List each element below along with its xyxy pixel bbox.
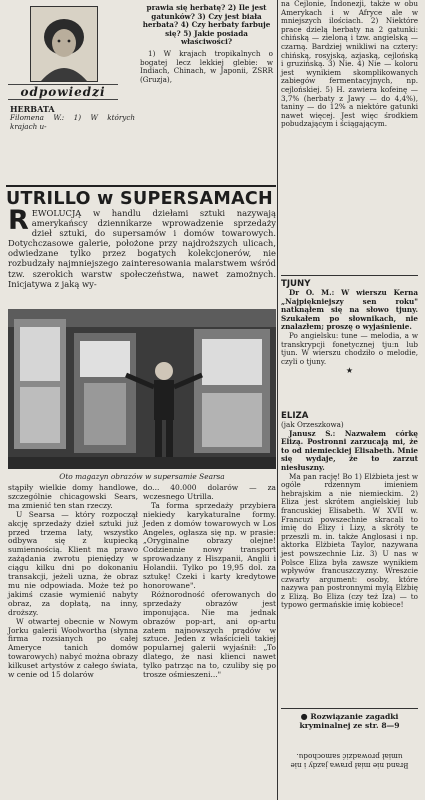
tjuny-question: Dr O. M.: W wierszu Kerna „Najpiękniejszy sen roku" natknąłem się na słowo tjuny. Szukałem po słownikach, nie znalazłem; proszę o wyjaśnienie. xyxy=(281,288,418,332)
article-paragraph: Ta forma sprzedaży przybiera niekiedy karykaturalne formy. Jeden z domów towarowych w Los Angeles, ogłasza się np. w prasie: „Oryginalne obrazy olejne! Codziennie nowy transport sprowadzany z Hiszpanii, Anglii i Holandii. Tylko po 19,95 dol. za sztukę! Czeki i karty kredytowe honorowane". xyxy=(143,500,276,590)
article-column-2 xyxy=(143,484,276,680)
article-paragraph: W otwartej obecnie w Nowym Jorku galerii Woolwortha (słynna firma rozsianych po całej Ameryce tanich domów towarowych) nabyć można obrazy kilkuset artystów z całego świata, w cenie od 15 dolarów xyxy=(8,616,138,680)
herbata-answer: 1) W krajach tropikalnych o bogatej lecz lekkiej glebie: w Indiach, Chinach, w Japonii, ZSRR (Gruzja), xyxy=(140,48,273,84)
eliza-heading: ELIZA xyxy=(281,411,309,421)
photo-caption: Oto magazyn obrazów w supersamie Searsa xyxy=(59,472,225,481)
article-paragraph: U Searsa — który rozpoczął akcję sprzedaży dzieł sztuki już przed trzema laty, wszystko odbywa się z kupiecką sumiennością. Klient ma prawo zażądania zwrotu pieniędzy w ciągu kilku dni po dokonaniu transakcji, jeżeli uzna, że obraz mu nie odpowiada. Może też po jakimś czasie wymienić nabyty obraz, za dopłatą, na inny, droższy. xyxy=(8,509,138,617)
puzzle-solution: Brand nie miał prawa jazdy i nie umiał prowadzić samochodu. xyxy=(290,752,409,771)
column-divider xyxy=(277,0,278,800)
section-divider xyxy=(281,708,418,709)
herbata-heading: HERBATA xyxy=(10,104,55,114)
gallery-image xyxy=(8,309,276,469)
section-divider xyxy=(281,275,418,276)
herbata-question-column xyxy=(140,4,273,84)
article-paragraph: do... 40.000 dolarów — za wczesnego Utrilla. xyxy=(143,483,276,501)
eliza-question: Janusz S.: Nazwałem córkę Elizą. Postronni zarzucają mi, że to od niemieckiej Elisabeth. Mnie się wydaje, że to zarzut niesłuszny. xyxy=(281,428,418,472)
article-dropcap: R xyxy=(8,205,29,236)
article-lead-text: EWOLUCJĄ w handlu dziełami sztuki nazywają amerykańscy dziennikarze wprowadzenie sprzedaży dzieł sztuki, do supersamów i domów towarowych. Dotychczasowe galerie, położone przy najdroższych ulicach, odwiedzane tylko przez bogatych kolekcjonerów, nie rozbudzały najmniejszego zainteresowania malarstwem wśród tzw. szerokich warstw społeczeństwa, nawet zamożnych. Inicjatywa z jaką wy- xyxy=(8,208,276,289)
upside-down-answer xyxy=(281,752,418,769)
tjuny-section xyxy=(281,279,418,375)
eliza-section xyxy=(281,411,418,610)
separator-star: ★ xyxy=(345,366,354,376)
article-paragraph: Różnorodność oferowanych do sprzedaży obrazów jest imponująca. Nie ma jednak obrazów pop-art, ani op-artu zatem najnowszych prądów w sztuce. Jeden z właścicieli takiej popularnej galerii wyjaśnił: „To dlatego, że nasi klienci nawet tylko patrząc na to, czuliby się po trosze ośmieszeni..." xyxy=(143,589,276,680)
article-title: UTRILLO w SUPERSAMACH xyxy=(6,185,276,209)
article-paragraph: stąpiły wielkie domy handlowe, szczególnie chicagowski Sears, ma zmienić ten stan rzeczy. xyxy=(8,483,138,510)
art-gallery-photo xyxy=(8,309,276,469)
portrait-image xyxy=(31,7,97,81)
herbata-answer-text: na Cejlonie, Indonezji, także w obu Amerykach i w Afryce ale w mniejszych ilościach. 2) Niektóre prace dzielą herbaty na 2 gatunki: chińską — zieloną i tzw. angielską — czarną. Bardziej wnikliwi na cztery: chińską, rosyjską, azjaską, cejlońską i gruzińską. 3) Nie. 4) Nie — koloru jest wynikiem skomplikowanych zabiegów fermentacyjnych, np. cejlońskiej. 5) H. zawiera kofeinę — 3,7% (herbaty z Jawy — do 4,4%), taniny — do 12% a niektóre gatunki nawet więcej. Jest więc środkiem pobudzającym i ściągającym. xyxy=(281,0,418,129)
herbata-question: Filomena W.: 1) W których krajach u- xyxy=(10,113,135,131)
bullet-icon: ● xyxy=(300,711,311,721)
article-column-1 xyxy=(8,484,138,680)
article-lead xyxy=(8,205,276,289)
footer-note xyxy=(281,712,418,730)
eliza-subheading: (jak Orzeszkowa) xyxy=(281,420,344,429)
badge-label: odpowiedzi xyxy=(8,84,118,100)
eliza-answer: Ma pan rację! Bo 1) Elżbieta jest w ogóle rdzennym imieniem hebrajskim a nie niemieckim. 2) Eliza jest skrótem angielskiej lub francuskiej Elisabeth. W XVII w. Francuzi powszechnie skracali to imię do Elizy i Lizy, a skróty te przeszli m. in. także Anglosasi i np. aktorka Elżbieta Taylor, nazywana jest powszechnie Liz. 3) U nas w Polsce Eliza była zawsze wynikiem wpływów francuszczyzny. Wreszcie czwarty argument: osoby, które nazywa pan postronnymi mylą Elżbię z Elizą. Bo Eliza (czy też Iza) — to typowo germańskie imię kobiece! xyxy=(281,471,418,610)
herbata-questions: prawia się herbatę? 2) Ile jest gatunków? 3) Czy jest biała herbata? 4) Czy herbaty farbuje się? 5) Jakie posiada właściwości? xyxy=(142,3,271,47)
tjuny-answer: Po angielsku: tune — melodia, a w transkrypcji fonetycznej tju:n lub tjun. W wierszu chodziło o melodie, czyli o tjuny. xyxy=(281,330,418,366)
portrait-photo xyxy=(30,6,98,82)
crime-puzzle-note: Rozwiązanie zagadki kryminalnej ze str. 8—9 xyxy=(299,712,400,730)
odpowiedzi-badge xyxy=(8,6,118,100)
tjuny-heading: TJUNY xyxy=(281,279,311,289)
herbata-answer-continued xyxy=(281,0,418,129)
